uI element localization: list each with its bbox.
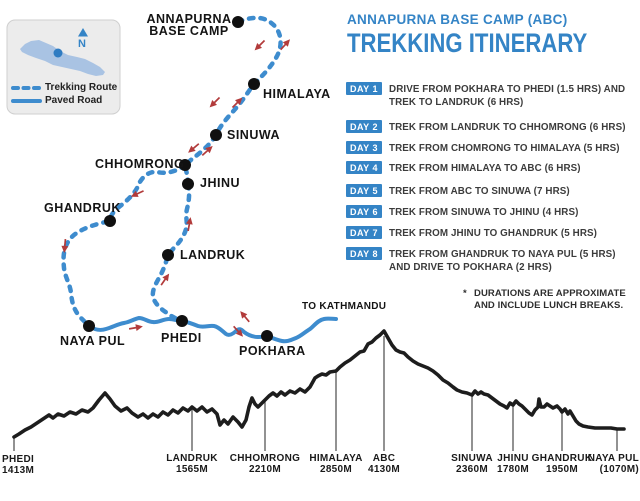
day-2-badge: DAY 2 — [346, 120, 382, 133]
town-dot-himalaya — [248, 78, 260, 90]
map-label-annapurna: ANNAPURNA — [146, 12, 232, 26]
legend-paved-road-label: Paved Road — [45, 95, 103, 106]
station-name: SINUWA — [451, 453, 493, 464]
map-label-annapurna-base-camp — [145, 13, 233, 37]
nepal-location-dot — [54, 49, 63, 58]
station-label-naya-pul — [573, 453, 639, 475]
day-row-4 — [346, 161, 638, 175]
town-dot-phedi — [176, 315, 188, 327]
day-3-badge: DAY 3 — [346, 141, 382, 154]
station-name: PHEDI — [2, 454, 35, 465]
map-label-ghandruk: GHANDRUK — [44, 201, 121, 215]
day-7-text: TREK FROM JHINU TO GHANDRUK (5 HRS) — [389, 228, 597, 239]
town-dot-abc — [232, 16, 244, 28]
station-name: CHHOMRONG — [229, 453, 301, 464]
station-elevation: 4130M — [367, 464, 401, 475]
day-row-6 — [346, 205, 638, 219]
paved-road-path — [89, 318, 336, 341]
town-dot-ghandruk — [104, 215, 116, 227]
map-label-pokhara: POKHARA — [239, 344, 306, 358]
day-row-5 — [346, 184, 638, 198]
day-4-badge: DAY 4 — [346, 161, 382, 174]
station-name: NAYA PUL — [587, 453, 639, 464]
day-1-text: DRIVE FROM POKHARA TO PHEDI (1.5 HRS) AND TREK TO LANDRUK (6 HRS) — [389, 84, 626, 108]
day-2-text: TREK FROM LANDRUK TO CHHOMRONG (6 HRS) — [389, 122, 626, 133]
day-row-3 — [346, 141, 638, 155]
station-name: ABC — [372, 453, 396, 464]
day-1-badge: DAY 1 — [346, 82, 382, 95]
town-dot-sinuwa — [210, 129, 222, 141]
station-name: GHANDRUK — [531, 453, 593, 464]
map-label-himalaya: HIMALAYA — [263, 87, 331, 101]
town-dot-naya-pul — [83, 320, 95, 332]
map-label-jhinu: JHINU — [200, 176, 241, 190]
compass-n-label: N — [78, 38, 86, 50]
day-5-text: TREK FROM ABC TO SINUWA (7 HRS) — [389, 186, 570, 197]
map-label-chhomrong: CHHOMRONG — [95, 157, 185, 171]
note-text: DURATIONS ARE APPROXIMATE AND INCLUDE LUNCH BREAKS. — [474, 288, 626, 311]
itinerary-note — [463, 288, 640, 312]
direction-arrow-icon — [207, 95, 222, 110]
map-label-sinuwa: SINUWA — [227, 128, 280, 142]
itinerary-title-line1: ANNAPURNA BASE CAMP (ABC) — [347, 12, 568, 27]
station-elevation: 2360M — [455, 464, 489, 475]
map-label-naya-pul: NAYA PUL — [60, 334, 126, 348]
station-elevation: 1565M — [175, 464, 209, 475]
day-6-text: TREK FROM SINUWA TO JHINU (4 HRS) — [389, 207, 579, 218]
direction-arrow-icon — [128, 323, 143, 332]
direction-arrow-icon — [238, 309, 252, 324]
day-row-8 — [346, 247, 638, 274]
day-8-text: TREK FROM GHANDRUK TO NAYA PUL (5 HRS) AND DRIVE TO POKHARA (2 HRS) — [389, 249, 616, 273]
station-name: HIMALAYA — [309, 453, 363, 464]
day-3-text: TREK FROM CHOMRONG TO HIMALAYA (5 HRS) — [389, 143, 620, 154]
station-elevation: 1780M — [496, 464, 530, 475]
station-elevation: 2850M — [319, 464, 353, 475]
map-label-phedi: PHEDI — [161, 331, 202, 345]
town-dot-landruk — [162, 249, 174, 261]
day-5-badge: DAY 5 — [346, 184, 382, 197]
town-dot-pokhara — [261, 330, 273, 342]
day-6-badge: DAY 6 — [346, 205, 382, 218]
day-7-badge: DAY 7 — [346, 226, 382, 239]
station-name: JHINU — [497, 453, 529, 464]
station-elevation: 1413M — [2, 465, 35, 476]
station-label-phedi — [2, 454, 62, 476]
note-asterisk: * — [463, 288, 467, 299]
station-name: LANDRUK — [166, 453, 218, 464]
station-label-abc — [339, 453, 429, 475]
map-label-landruk: LANDRUK — [180, 248, 246, 262]
day-4-text: TREK FROM HIMALAYA TO ABC (6 HRS) — [389, 163, 581, 174]
map-label-to-kathmandu: TO KATHMANDU — [302, 301, 387, 312]
direction-arrow-icon — [252, 38, 267, 53]
day-row-2 — [346, 120, 638, 134]
legend-trekking-route-label: Trekking Route — [45, 82, 118, 93]
trekking-route-west — [64, 165, 185, 326]
station-elevation: 1950M — [545, 464, 579, 475]
station-elevation: (1070M) — [599, 464, 639, 475]
day-8-badge: DAY 8 — [346, 247, 382, 260]
itinerary-title-line2: TREKKING ITINERARY — [347, 28, 588, 58]
map-label-base-camp: BASE CAMP — [149, 24, 229, 38]
day-row-1 — [346, 82, 638, 109]
station-elevation: 2210M — [248, 464, 282, 475]
town-dot-jhinu — [182, 178, 194, 190]
day-row-7 — [346, 226, 638, 240]
